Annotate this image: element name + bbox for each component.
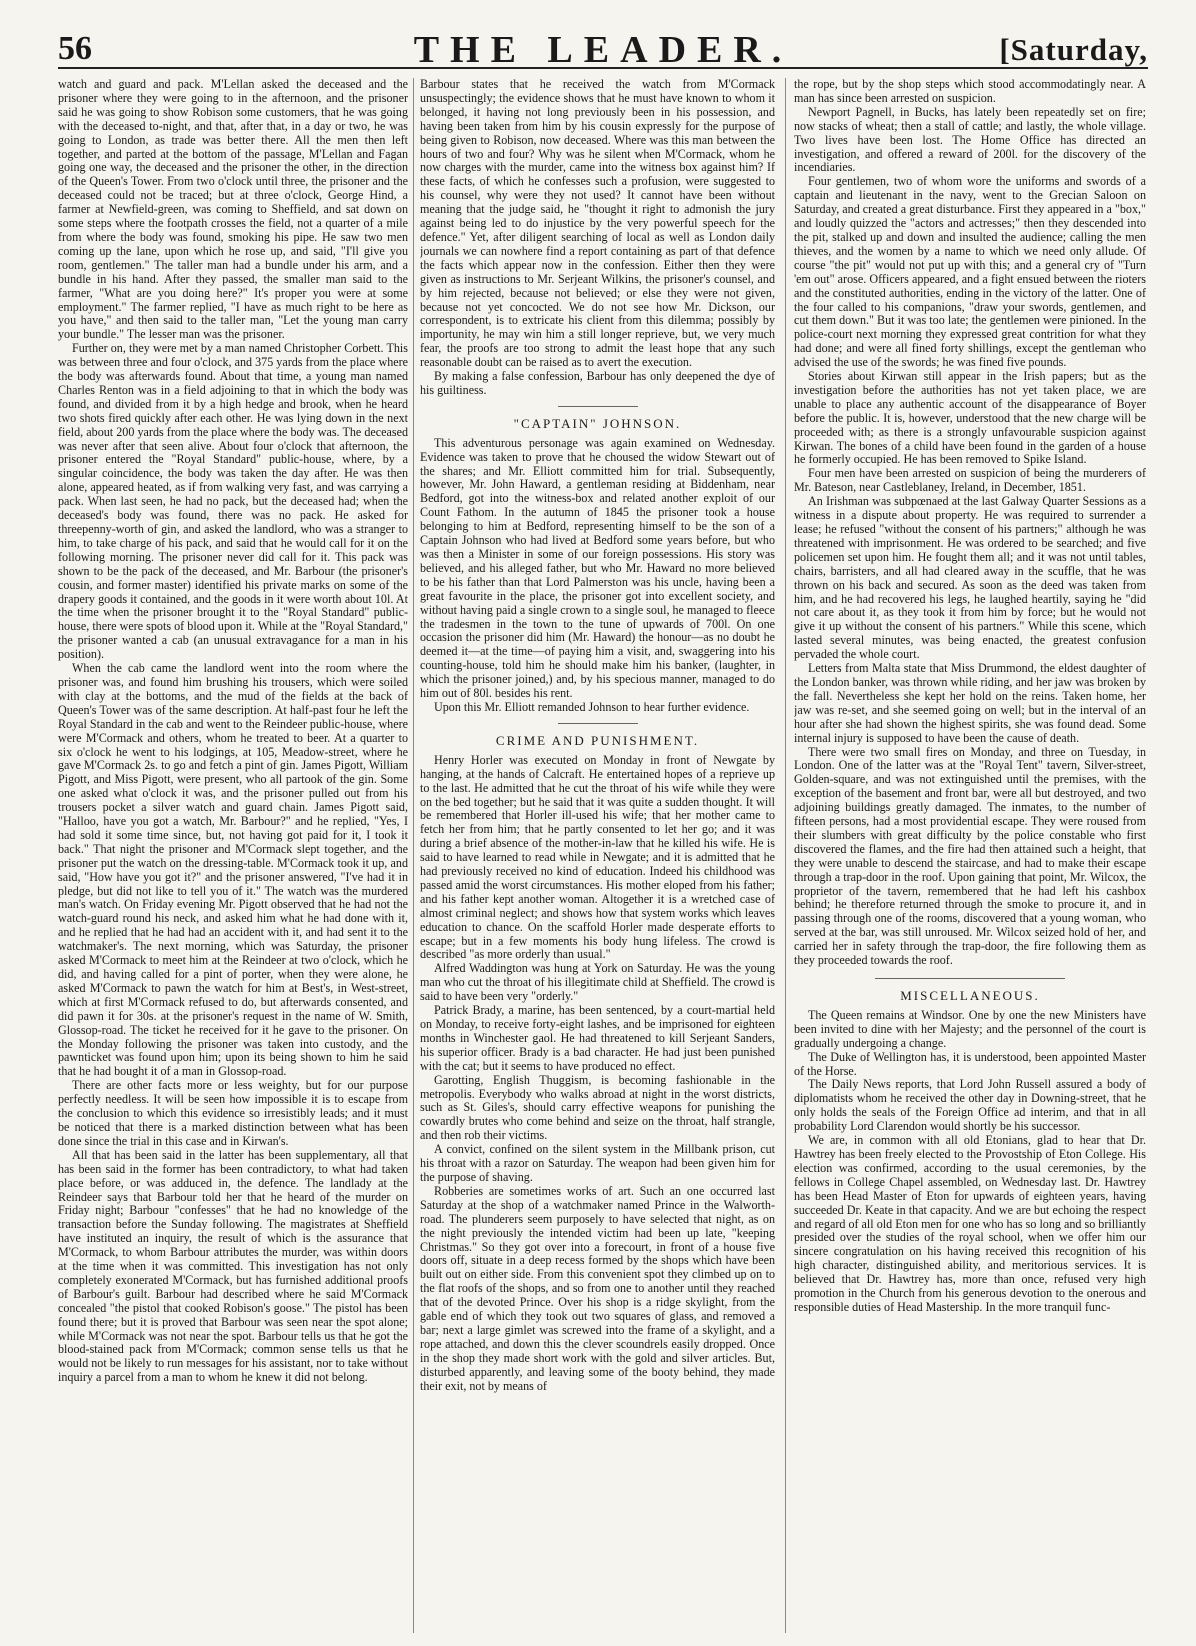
masthead	[58, 22, 1148, 71]
article-paragraph: Four men have been arrested on suspicion of being the murderers of Mr. Bateson, near Castleblaney, Ireland, in December, 1851.	[794, 466, 1146, 495]
publication-title: THE LEADER.	[413, 29, 793, 71]
article-paragraph: We are, in common with all old Etonians, glad to hear that Dr. Hawtrey has been freely elected to the Provostship of Eton College. His election was confirmed, according to the usual ceremonies, by the fellows in College Chapel assembled, on Wednesday last. Dr. Hawtrey has been Head Master of Eton for upwards of eighteen years, having succeeded Dr. Keate in that capacity. And we are but echoing the respect and regard of all old Eton men for one who has so long and so brilliantly presided over the studies of the royal school, when we offer him our sincere congratulation on his having received this recognition of his high character, distinguished ability, and meritorious services. It is believed that Dr. Hawtrey has, more than once, refused very high promotion in the Church from his generous devotion to the onerous and responsible duties of Head Mastership. In the more tranquil func-	[794, 1133, 1146, 1314]
section-heading-miscellaneous: MISCELLANEOUS.	[900, 988, 1040, 1003]
article-paragraph: When the cab came the landlord went into the room where the prisoner was, and found him brushing his trousers, which were soiled with clay at the bottoms, and the mud of the fields at the back of Queen's Tower was of the same description. At half-past four he left the Royal Standard in the cab and went to the Reindeer public-house, where were M'Cormack and others, whom he treated to beer. At a quarter to six o'clock he went to his lodgings, at 105, Meadow-street, where he gave M'Cormack 2s. to go and fetch a pint of gin. James Pigott, William Pigott, and Miss Pigott, were present, who all partook of the gin. Some one asked what o'clock it was, and the prisoner pulled out from his trousers pocket a silver watch and guard chain. James Pigott said, "Halloo, have you got a watch, Mr. Barbour?" and he replied, "Yes, I had sold it some time since, but, not having got paid for it, I took it back." That night the prisoner and M'Cormack slept together, and the prisoner put the watch on the dressing-table. M'Cormack took it up, and said, "How have you got it?" and the prisoner answered, "I've had it in pledge, but did not like to tell you of it." The watch was the murdered man's watch. On Friday evening Mr. Pigott observed that he had not the watch-guard round his neck, and asked him what he had done with it, and he replied that he had had an accident with it, and had sent it to the watchmaker's. The next morning, which was Saturday, the prisoner asked M'Cormack to meet him at the Reindeer at two o'clock, which he did, and having called for a pint of porter, when they were alone, he asked M'Cormack to pawn the watch for him at Best's, in West-street, which at first M'Cormack refused to do, but afterwards consented, and did pawn it for 30s. at the prisoner's request in the name of W. Smith, Glossop-road. The ticket he received for it he gave to the prisoner. On the Monday following the prisoner was taken into custody, and the pawnticket was found upon him; upon its being shown to him he said that he had bought it of a man in Glossop-road.	[58, 661, 408, 1079]
article-paragraph: Four gentlemen, two of whom wore the uniforms and swords of a captain and lieutenant in the navy, went to the Grecian Saloon on Saturday, and created a great disturbance. First they appeared in a "box," and loudly quizzed the "actors and actresses;" then they descended into the pit, stalked up and down and insulted the audience; calling the men thieves, and the women by a name to which we need only allude. Of course "the pit" would not put up with this; and a general cry of "Turn 'em out" arose. Officers appeared, and a fight ensued between the rioters and the constituted authorities, ending in the victory of the latter. One of the four called to his companions, "draw your swords, gentlemen, and cut them down." But it was too late; the gentlemen were pinioned. In the police-court next morning they expressed great contrition for what they had done; and were all fined forty shillings, except the gentleman who advised the use of the swords; he was fined five pounds.	[794, 174, 1146, 370]
article-paragraph: Stories about Kirwan still appear in the Irish papers; but as the investigation before the authorities has not yet taken place, we are unable to place any authentic account of the disappearance of Boyer before the public. It is, however, understood that the new charge will be proceeded with; as there is a strongly unfavourable suspicion against Kirwan. The bones of a child have been found in the garden of a house he formerly occupied. He has been removed to Spike Island.	[794, 369, 1146, 467]
article-paragraph: Barbour states that he received the watch from M'Cormack unsuspectingly; the evidence shows that he must have known to whom it belonged, it having not long previously been in his possession, and having been taken from him by his cousin expressly for the purpose of being given to Robison, now deceased. Where was this man between the hours of two and four? Why was he silent when M'Cormack, whom he now charges with the murder, came into the witness box against him? If these facts, of which he confesses such a profusion, were suggested to his counsel, why were they not used? It cannot have been without meaning that the judge said, he "thought it right to admonish the jury against being led to do injustice by the very powerful speech for the defence." Yet, after diligent searching of local as well as London daily journals we can nowhere find a report containing as part of that defence the facts which appear now in the confession. Either then they were given as instructions to Mr. Serjeant Wilkins, the prisoner's counsel, and by him rejected, because not believed; or else they were not given, because not yet concocted. We do not see how Mr. Dickson, our correspondent, is to extricate his client from this dilemma; possibly by importunity, he may win him a still longer reprieve, but, we very much fear, the proofs are too strong to admit the least hope that any such reasonable doubt can be raised as to avert the execution.	[420, 78, 775, 370]
article-paragraph: By making a false confession, Barbour has only deepened the dye of his guiltiness.	[420, 369, 775, 397]
section-divider	[558, 723, 638, 724]
article-paragraph: Garotting, English Thuggism, is becoming fashionable in the metropolis. Everybody who walks abroad at night in the worst districts, such as St. Giles's, should carry effective weapons for punishing the cowardly brutes who come behind and seize on the throat, half strangle, and then rob their victims.	[420, 1072, 775, 1143]
article-paragraph: Newport Pagnell, in Bucks, has lately been repeatedly set on fire; now stacks of wheat; then a stall of cattle; and lastly, the whole village. Two lives have been lost. The Home Office has directed an investigation, and offered a reward of 200l. for the discovery of the incendiaries.	[794, 104, 1146, 175]
article-paragraph: Further on, they were met by a man named Christopher Corbett. This was between three and four o'clock, and 375 yards from the place where the body was afterwards found. About that time, a young man named Charles Renton was in a field adjoining to that in which the body was found, and divided from it by a high hedge and brook, when he heard two shots fired quickly after each other. He was lying down in the next field, about 200 yards from the place where the body was. The deceased was never after that seen alive. About four o'clock that afternoon, the prisoner entered the "Royal Standard" public-house, where, by a singular coincidence, the body was taken the day after. He was then alone, appeared heated, as if from walking very fast, and was carrying a pack. When last seen, he had no pack, but the deceased had; when the deceased's body was found, there was no pack. He asked for threepenny-worth of gin, and asked the landlord, who was a stranger to him, to take charge of his pack, and said that he would call for it on the following morning. The prisoner never did call for it. This pack was shown to be the pack of the deceased, and Mr. Barbour (the prisoner's cousin, and former master) identified his private marks on some of the drapery goods it contained, and the goods in it were worth about 10l. At the time when the prisoner brought it to the "Royal Standard" public-house, there were spots of blood upon it. While at the "Royal Standard," the prisoner wanted a cab (an unusual extravagance for a man in his position).	[58, 341, 408, 662]
column-2	[420, 78, 775, 1633]
article-paragraph: All that has been said in the latter has been supplementary, all that has been said in the former has been contradictory, to what had taken place before, or was adduced in, the defence. The landlady at the Reindeer says that Barbour told her that he heard of the murder on Friday night; Barbour "confesses" that he had no knowledge of the transaction before the Sunday following. The magistrates at Sheffield have instituted an inquiry, the result of which is the assurance that M'Cormack, to whom Barbour attributes the murder, was within doors at the time when it was committed. This investigation has not only completely exonerated M'Cormack, but has furnished additional proofs of Barbour's guilt. Barbour had described where he said M'Cormack concealed "the pistol that cooked Robison's goose." The pistol has been found there; but it is proved that Barbour was seen near the spot alone; while M'Cormack was not near the spot. Barbour tells us that he got the blood-stained pack from M'Cormack; common sense tells us that he would not be likely to run messages for his assistant, nor to take without inquiry a parcel from a man to whom he knew it did not belong.	[58, 1147, 408, 1385]
article-paragraph: An Irishman was subpœnaed at the last Galway Quarter Sessions as a witness in a dispute about property. He was required to surrender a lease; he refused "without the consent of his partners;" although he was threatened with imprisonment. He was ordered to be searched; and five policemen set upon him. He fought them all; and it was not until tables, chairs, barristers, and all had cleared away in the scuffle, that he was thrown on his back and secured. As soon as the deed was taken from him, and he had recovered his legs, he laughed heartily, saying he "did not care about it, as they took it from him by force; but he would not give it up without the consent of his partners." While this scene, which lasted several minutes, was being enacted, the greatest confusion pervaded the whole court.	[794, 494, 1146, 662]
column-divider	[413, 78, 414, 1633]
article-paragraph: This adventurous personage was again examined on Wednesday. Evidence was taken to prove that he choused the widow Stewart out of the shares; and Mr. Elliott committed him for trial. Subsequently, however, Mr. John Haward, a gentleman residing at Biddenham, near Bedford, got into the witness-box and related another exploit of our Count Fathom. In the autumn of 1845 the prisoner took a house belonging to him at Bedford, representing himself to be the son of a Captain Johnson who had lived at Bedford some years before, but who was then a Minister in some of our foreign possessions. His story was believed, and his alleged father, but who Mr. Haward no more believed to be his father than that Lord Palmerston was his uncle, having been a great favourite in the place, the prisoner got into excellent society, and without having paid a single crown to a single soul, he managed to fleece the tradesmen in the town to the tune of upwards of 700l. On one occasion the prisoner did him (Mr. Haward) the honour—as no doubt he deemed it—at the time—of paying him a visit, and, swaggering into his counting-house, told him he should make him his banker, (laughter, in which the prisoner joined,) and, by his specious manner, managed to do him out of 80l. besides his rent.	[420, 435, 775, 701]
article-paragraph: the rope, but by the shop steps which stood accommodatingly near. A man has since been arrested on suspicion.	[794, 78, 1146, 105]
article-paragraph: Robberies are sometimes works of art. Such an one occurred last Saturday at the shop of a watchmaker named Prince in the Walworth-road. The plunderers seem purposely to have selected that night, as on the night previously the intended victim had been up late, "keeping Christmas." So they got over into a forecourt, in front of a house five doors off, situate in a deep recess formed by the shops which have been built out on either side. From this convenient spot they climbed up on to the flat roofs of the shops, and so from one to another until they reached that of the devoted Prince. Over his shop is a ridge skylight, from the gable end of which they took out two squares of glass, and removed a bar; next a large gimlet was screwed into the frame of a skylight, and a rope attached, and down this the clever scoundrels easily dropped. Once in the shop they made short work with the gold and silver articles. But, disturbed apparently, and leaving some of the booty behind, they made their exit, not by means of	[420, 1183, 775, 1393]
article-paragraph: Upon this Mr. Elliott remanded Johnson to hear further evidence.	[434, 699, 750, 714]
article-paragraph: The Queen remains at Windsor. One by one the new Ministers have been invited to dine with her Majesty; and the personnel of the court is gradually undergoing a change.	[794, 1007, 1146, 1050]
section-heading-crime-and-punishment: CRIME AND PUNISHMENT.	[495, 732, 700, 748]
column-divider	[785, 78, 786, 1633]
article-paragraph: There were two small fires on Monday, and three on Tuesday, in London. One of the latter was at the "Royal Tent" tavern, Silver-street, Golden-square, and was not extinguished until the premises, with the exception of the basement and front bar, were all but destroyed, and two adjoining buildings greatly damaged. The inmates, to the number of fifteen persons, had a most providential escape. They were roused from their slumbers with great difficulty by the police constable who first discovered the flames, and the fire had then attained such a height, that they were unable to descend the staircase, and had to make their escape through a trap-door in the roof. Upon gaining that point, Mr. Wilcox, the proprietor of the tavern, remembered that he had left his cashbox behind; he therefore returned through the smoke to procure it, and in passing through one of the rooms, discovered that a young woman, who served at the bar, was still unroused. Mr. Wilcox seized hold of her, and carried her in safety through the trap-door, the fire following them as they proceeded towards the roof.	[794, 744, 1146, 968]
section-divider	[558, 406, 638, 407]
section-heading-captain-johnson: "CAPTAIN" JOHNSON.	[513, 415, 682, 431]
column-1	[58, 78, 408, 1633]
article-paragraph: watch and guard and pack. M'Lellan asked the deceased and the prisoner where they were going to in the afternoon, and the prisoner said he was going to show Robison some customers, that he was going with the deceased to-night, and that, after that, in a day or two, he was going to London, as trade was better there. All the men then left together, and parted at the bottom of the passage, M'Lellan and Fagan going one way, the deceased and the prisoner the other, in the direction of the Queen's Tower. From two o'clock until three, the prisoner and the deceased could not be traced; but at three o'clock, George Hind, a farmer at Newfield-green, was coming to Sheffield, and sat down on some steps where the footpath crosses the field, not a quarter of a mile from where the body was found, smoking his pipe. He saw two men coming up the lane, upon which he rose up, and said, "I'll give you room, gentlemen." The taller man had a bundle under his arm, and a bundle in his hand. After they passed, the smaller man said to the farmer, "What are you doing here?" It's proper you were at some employment." The farmer replied, "I have as much right to be here as you have," and then said to the taller man, "Let the young man carry your bundle." The lesser man was the prisoner.	[58, 78, 408, 342]
article-paragraph: Alfred Waddington was hung at York on Saturday. He was the young man who cut the throat of his illegitimate child at Sheffield. The crowd is said to have been very "orderly."	[420, 961, 775, 1004]
column-3	[794, 78, 1146, 1633]
article-paragraph: Henry Horler was executed on Monday in front of Newgate by hanging, at the hands of Calcraft. He entertained hopes of a reprieve up to the last. He admitted that he cut the throat of his wife while they were on the bed together; but he said that it was quite a sudden thought. It will be remembered that Horler ill-used his wife; that her mother came to fetch her from him; that he partly consented to let her go; and it was during a brief absence of the mother-in-law that he killed his wife. He is said to have learned to read while in Newgate; and it is admitted that he had previously received no kind of education. Indeed his childhood was passed amid the worst circumstances. His mother eloped from his father; and his father kept another woman. Altogether it is a wretched case of almost criminal neglect; and shows how that system works which leaves education to chance. On the scaffold Horler made desperate efforts to escape; but in a few moments his body hung lifeless. The crowd is described "as more orderly than usual."	[420, 752, 775, 962]
section-divider	[875, 978, 1065, 979]
article-paragraph: There are other facts more or less weighty, but for our purpose perfectly needless. It will be seen how impossible it is to escape from the conclusion to which this evidence so irresistibly leads; and it must be noticed that there is a marked distinction between what has been done since the trial in this case and in Kirwan's.	[58, 1078, 408, 1148]
page-number: 56	[58, 30, 92, 67]
article-paragraph: Letters from Malta state that Miss Drummond, the eldest daughter of the London banker, was thrown while riding, and her jaw was broken by the fall. Nevertheless she kept her hold on the reins. Taken home, her jaw was re-set, and she seemed going on well; but in the interval of an hour after she had shown the highest spirits, she was found dead. Some internal injury is supposed to have been the cause of death.	[794, 661, 1146, 745]
article-paragraph: A convict, confined on the silent system in the Millbank prison, cut his throat with a razor on Saturday. The weapon had been given him for the purpose of shaving.	[420, 1142, 775, 1184]
masthead-rule	[58, 67, 1148, 69]
article-paragraph: Patrick Brady, a marine, has been sentenced, by a court-martial held on Monday, to receive forty-eight lashes, and be imprisoned for eighteen months in Winchester gaol. He had threatened to kill Serjeant Sanders, his superior officer. Brady is a bad character. He had just been punished with the cat; but it seems to have produced no effect.	[420, 1003, 775, 1073]
article-paragraph: The Daily News reports, that Lord John Russell assured a body of diplomatists whom he received the other day in Downing-street, that he only holds the seals of the Foreign Office ad interim, and that in all probability Lord Clarendon would shortly be his successor.	[794, 1077, 1146, 1134]
article-paragraph: The Duke of Wellington has, it is understood, been appointed Master of the Horse.	[794, 1049, 1146, 1078]
issue-day: [Saturday,	[999, 32, 1148, 67]
